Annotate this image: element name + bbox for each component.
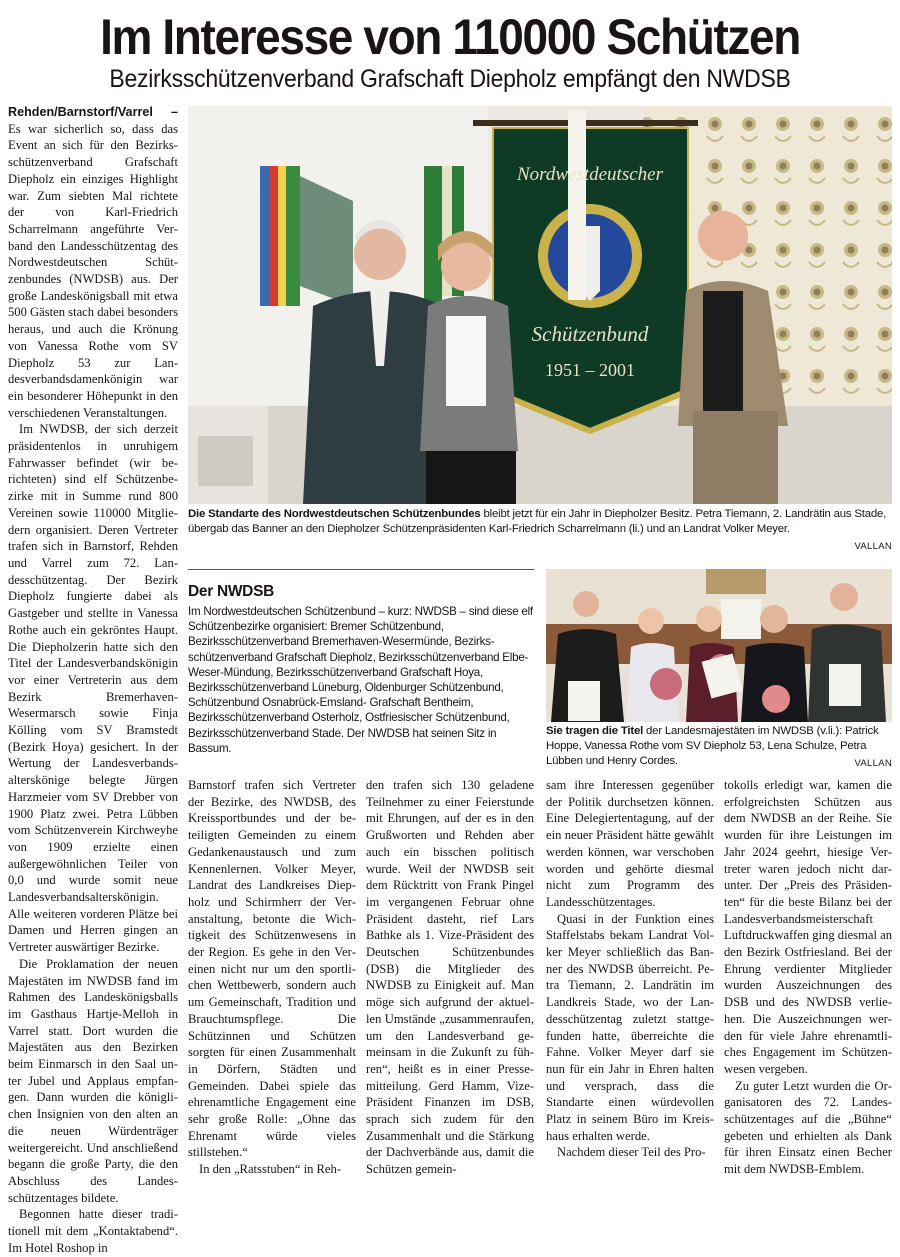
paragraph: In den „Ratsstuben“ in Reh- [199, 1162, 341, 1177]
photo-credit: VALLAN [854, 541, 892, 552]
paragraph: sam ihre Interessen gegenüber der Politik durchsetzen können. Eine Delegiertentagung, auf der ein neuer Präsident hätte gewählt werden können, war verschoben worden und gehörte diesmal nicht zum Programm des Landesschützentages. [546, 778, 714, 909]
article-column-3 [366, 777, 534, 1178]
infobox-rule [188, 569, 534, 570]
article-column-2 [188, 777, 356, 1178]
second-photo-caption: Sie tragen die Titel der Landesmajestäten im NWDSB (v.li.): Patrick Hoppe, Vanessa Rothe vom SV Diepholz 53, Lena Schulze, Petra Lübben und Henry Cordes. VALLAN [546, 725, 892, 769]
paragraph: Zu guter Letzt wurden die Organisatoren des 72. Landesschützentages auf die „Bühne“ gebeten und erhielten als Dank für ihren Einsatz einen Becher mit dem NWDSB-Emblem. [724, 1078, 892, 1177]
infobox-title: Der NWDSB [188, 583, 275, 600]
second-photo [546, 569, 892, 722]
paragraph: Im NWDSB, der sich derzeit präsidentenlos in unruhigem Fahrwasser befindet (wir berichteten) sind elf Schützenbezirke mit in Summe rund 800 Vereinen sowie 110000 Mitgliedern organisiert. Deren Vertreter trafen sich in Barnstorf, Rehden und Varrel zum 72. Landesschützentag. Der Bezirk Diepholz fungierte dabei als Gastgeber und stellte in Vanessa Rothe auch ein gekröntes Haupt. Die Diepholzerin hatte sich den Titel der Landesverbandskönigin vor einer Vertreterin aus dem Bezirk Bremerhaven-Wesermarsch sowie Finja Kölling vom SV Bramstedt (Bezirk Hoya) gesichert. In der Wertung der Landesverbandsalterskönige belegte Jürgen Harzmeier vom SV Drebber von 1900 Platz zwei. Petra Lübben vom Schützenverein Kirchweyhe von 1909 erzielte einen außergewöhnlichen Teiler von 0,0 und wurde somit neue Landesverbandsalterskönigin. Alle weiteren vorderen Plätze bei Damen und Herren gingen an Vertreter auswärtiger Bezirke. [8, 422, 178, 955]
paragraph: den trafen sich 130 geladene Teilnehmer zu einer Feierstunde mit Ehrungen, auf der es in den Grußworten und Rehden aber auch ein bisschen politisch wurde. Weil der NWDSB seit dem Rücktritt von Frank Pingel im vergangenen Februar ohne Präsident dasteht, rief Lars Bathke als 1. Vize-Präsident des Deutschen Schützenbundes (DSB) die Mitglieder des NWDSB zu Einigkeit auf. Man möge sich aufgrund der aktuellen Umstände „zusammenraufen, um den Landesverband gemeinsam in die Zukunft zu führen“, heißt es in einer Pressemitteilung. Gerd Hamm, Vize-Präsident Finanzen im DSB, sprach sich zudem für den Zusammenhalt und die Stärkung der Dachverbände aus, damit die Schützen gemein- [366, 778, 534, 1177]
paragraph: Barnstorf trafen sich Vertreter der Bezirke, des NWDSB, des Kreissportbundes und der beteiligten Gemeinden zu einem Gedankenaustausch und zum Kennenlernen. Volker Meyer, Landrat des Landkreises Diepholz und Schirmherr der Veranstaltung, betonte die Wichtigkeit des Schützenwesens in der Region. Es gehe in den Vereinen nicht nur um den sportlichen Wettbewerb, sondern auch um Gemeinschaft, Tradition und Brauchtumspflege. Die Schützinnen und Schützen sorgten für einen Zusammenhalt in Dörfern, Städten und Gemeinden. Dabei spiele das ehrenamtliche Engagement eine sehr große Rolle: „Ohne das Ehrenamt würde vieles stillstehen.“ [188, 778, 356, 1160]
main-photo-caption: Die Standarte des Nordwestdeutschen Schützenbundes bleibt jetzt für ein Jahr in Diepholzer Besitz. Petra Tiemann, 2. Landrätin aus Stade, übergab das Banner an den Diepholzer Schützenpräsidenten Karl-Friedrich Scharrelmann (li.) und an Landrat Volker Meyer. VALLAN [188, 508, 892, 552]
article-column-5 [724, 777, 892, 1178]
paragraph: Rehden/Barnstorf/Varrel – Es war sicherlich so, dass das Event an sich für den Bezirksschützenverband Grafschaft Diepholz ein einziges Highlight war. Zum siebten Mal richtete der von Karl-Friedrich Scharrelmann angeführte Verband den Landesschützentag des Nordwestdeutschen Schützenbundes (NWDSB) aus. Der große Landeskönigsball mit etwa 500 Gästen stach dabei besonders heraus, und auch die Krönung von Vanessa Rothe vom SV Diepholz 53 zur Landesverbandsdamenkönigin war ein besonderer Höhepunkt in den verschiedenen Veranstaltungen. [8, 105, 179, 420]
paragraph: Die Proklamation der neuen Majestäten im NWDSB fand im Rahmen des Landeskönigsballs im Gasthaus Hartje-Melloh in Varrel statt. Dort wurden die Majestäten aus den Bezirken beim Einmarsch in den Saal unter Jubel und Applaus empfangen. Dann wurden die königlichen Insignien von den alten an die neuen Würdenträger weitergereicht. Und anschließend begann die große Party, die den Abschluss des Landesschützentages bildete. [8, 956, 178, 1205]
article-column-1 [8, 104, 178, 1257]
photo-credit: VALLAN [854, 758, 892, 769]
subheadline: Bezirksschützenverband Grafschaft Diepholz empfängt den NWDSB [109, 65, 791, 93]
paragraph: Nachdem dieser Teil des Pro- [557, 1145, 706, 1160]
article-column-4 [546, 777, 714, 1161]
infobox-body: Im Nordwestdeutschen Schützenbund – kurz: NWDSB – sind diese elf Schützenbezirke organisiert: Bremer Schützenbund, Bezirksschützenverband Bremerhaven-Wesermünde, Bezirksschützenverband Grafschaft Diepholz, Bezirksschützenverband Elbe-Weser-Mündung, Bezirksschützenverband Grafschaft Hoya, Bezirksschützenverband Lüneburg, Oldenburger Schützenbund, Schützenbund Osnabrück-Emsland- Grafschaft Bentheim, Bezirksschützenverband Osterholz, Ostfriesischer Schützenbund, Bezirksschützenverband Stade. Der NWDSB hat seinen Sitz in Bassum. [188, 605, 533, 755]
dateline: Rehden/Barnstorf/Varrel – [8, 105, 178, 119]
paragraph: Quasi in der Funktion eines Staffelstabs bekam Landrat Volker Meyer schließlich das Banner des NWDSB überreicht. Petra Tiemann, 2. Landrätin im Landkreis Stade, wo der Landesschützentag zuletzt stattgefunden hatte, überreichte die Fahne. Volker Meyer darf sie nun für ein Jahr in Ehren halten und versprach, dass die Standarte einen würdevollen Platz in seinem Büro im Kreishaus erhalten werde. [546, 911, 714, 1143]
paragraph: Begonnen hatte dieser traditionell mit dem „Kontaktabend“. Im Hotel Roshop in [8, 1207, 178, 1255]
paragraph: tokolls erledigt war, kamen die erfolgreichsten Schützen aus dem NWDSB an der Reihe. Sie wurden für ihre Leistungen im Jahr 2024 geehrt, hiesige Vertreter waren jedoch nicht darunter. Der „Preis des Präsidenten“ für die beste Bilanz bei der Landesverbandsmeisterschaft Luftdruckwaffen ging diesmal an den Bezirk Ostfriesland. Bei der Ehrung verdienter Mitglieder wurden Auszeichnungen des DSB und des NWDSB verliehen. Die Auszeichnungen werden für viele Jahre ehrenamtliches Engagement im Schützenwesen vergeben. [724, 778, 892, 1076]
majesties-photo-illustration [546, 569, 892, 722]
svg-text:Nordwestdeutscher: Nordwestdeutscher [516, 164, 664, 185]
headline: Im Interesse von 110000 Schützen [100, 9, 800, 65]
svg-text:1951 – 2001: 1951 – 2001 [545, 360, 635, 380]
banner-photo-illustration [188, 106, 892, 504]
svg-text:Schützenbund: Schützenbund [531, 322, 649, 346]
main-photo [188, 106, 892, 504]
